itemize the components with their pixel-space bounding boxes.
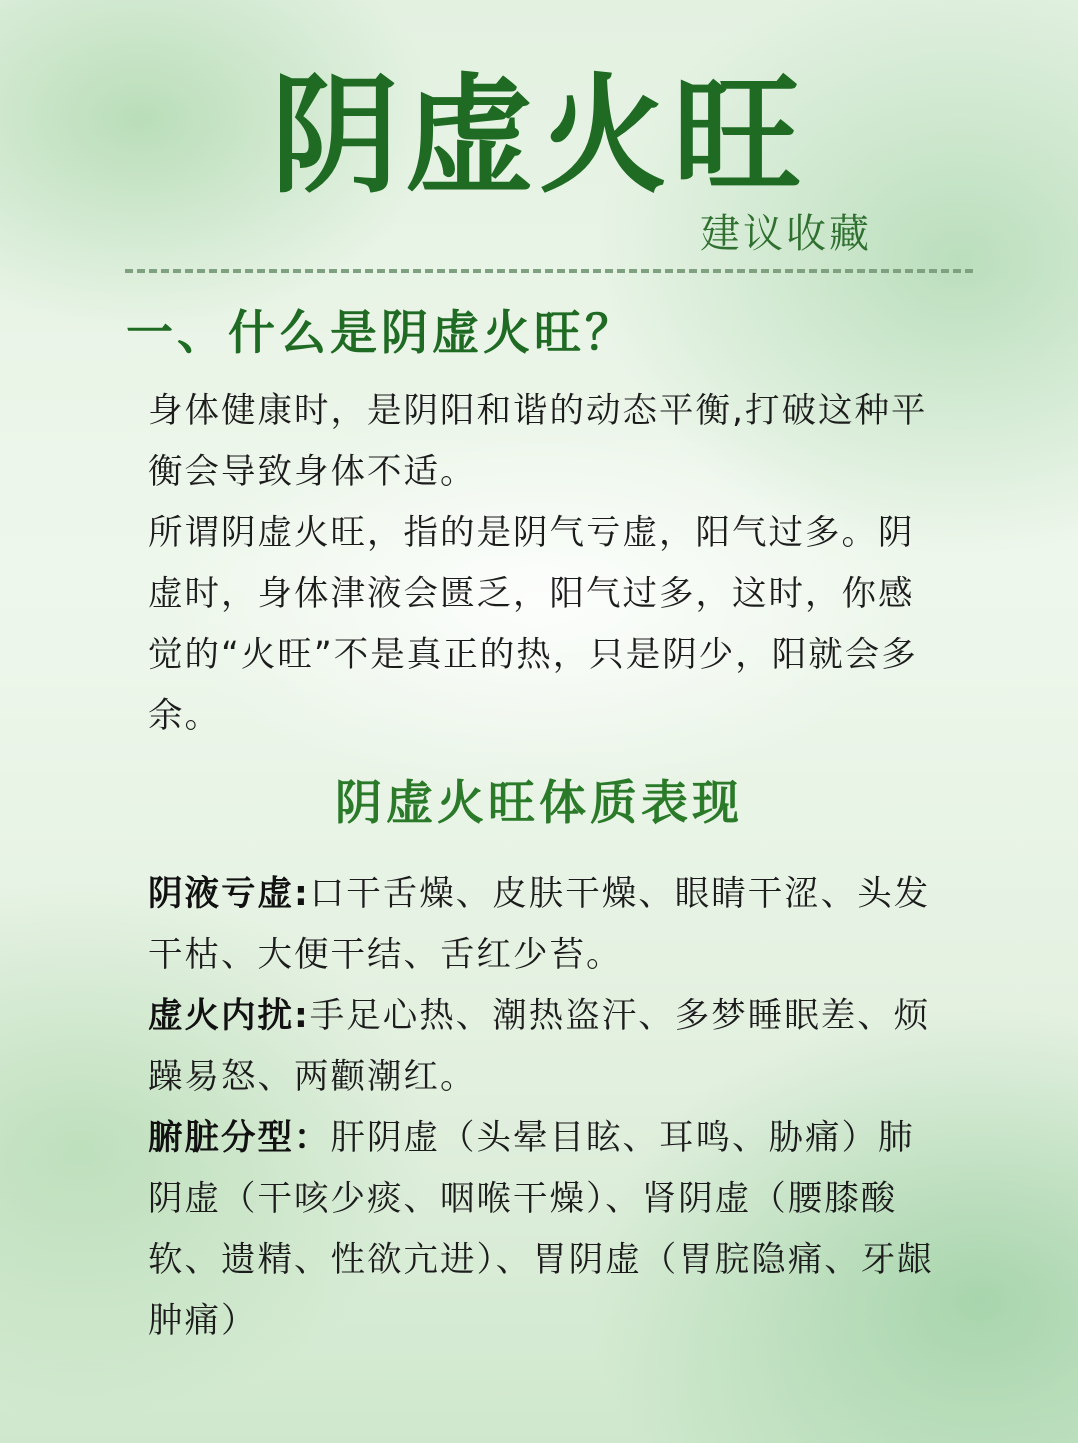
symptom-description: 手足心热、潮热盗汗、多梦睡眠差、烦躁易怒、两颧潮红。 <box>148 996 931 1097</box>
symptom-item <box>148 1108 948 1352</box>
symptom-item <box>148 986 948 1108</box>
symptom-description: 口干舌燥、皮肤干燥、眼睛干涩、头发干枯、大便干结、舌红少苔。 <box>148 874 931 975</box>
intro-paragraph: 所谓阴虚火旺，指的是阴气亏虚，阳气过多。阴虚时，身体津液会匮乏，阳气过多，这时，你感觉的“火旺”不是真正的热，只是阴少，阳就会多余。 <box>148 513 918 736</box>
subtitle: 建议收藏 <box>700 211 872 257</box>
symptoms-text-block <box>148 864 948 1352</box>
symptom-description: 肝阴虚（头晕目眩、耳鸣、胁痛）肺阴虚（干咳少痰、咽喉干燥）、肾阴虚（腰膝酸软、遗精、性欲亢进）、胃阴虚（胃脘隐痛、牙龈肿痛） <box>148 1118 934 1341</box>
section-heading-what-is: 一、什么是阴虚火旺？ <box>126 306 636 361</box>
symptom-term: 腑脏分型： <box>148 1118 331 1158</box>
dashed-divider <box>125 269 973 273</box>
symptom-term: 虚火内扰: <box>148 996 310 1036</box>
symptom-item <box>148 864 948 986</box>
symptom-term: 阴液亏虚: <box>148 874 310 914</box>
page-title: 阴虚火旺 <box>270 62 807 211</box>
intro-text-block <box>148 381 948 747</box>
section-heading-symptoms: 阴虚火旺体质表现 <box>335 776 743 831</box>
intro-paragraph: 身体健康时，是阴阳和谐的动态平衡,打破这种平衡会导致身体不适。 <box>148 391 928 492</box>
